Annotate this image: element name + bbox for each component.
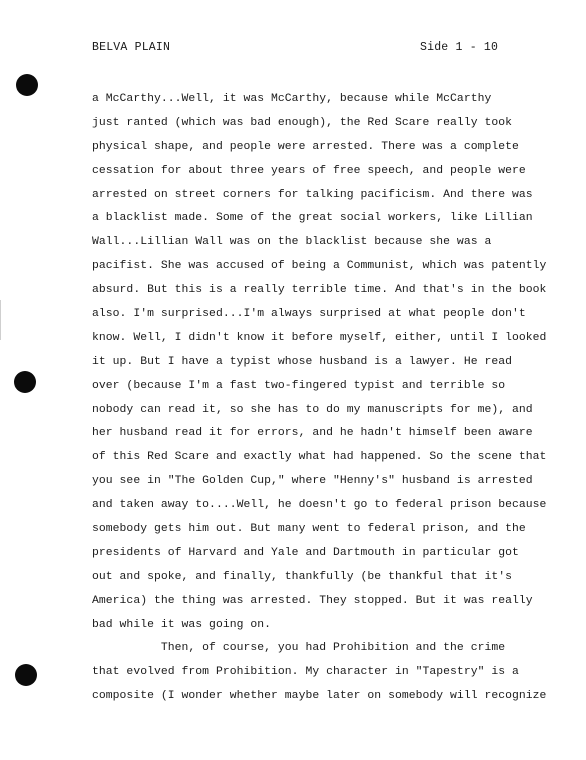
text-line: composite (I wonder whether maybe later on somebody will recognize bbox=[92, 690, 547, 703]
text-line: pacifist. She was accused of being a Communist, which was patently bbox=[92, 260, 547, 273]
text-line: Wall...Lillian Wall was on the blacklist because she was a bbox=[92, 236, 492, 249]
text-line: cessation for about three years of free speech, and people were bbox=[92, 164, 526, 177]
text-line: of this Red Scare and exactly what had happened. So the scene that bbox=[92, 451, 547, 464]
transcript-body bbox=[92, 88, 562, 709]
text-line: bad while it was going on. bbox=[92, 618, 272, 631]
punch-hole-bottom bbox=[15, 664, 37, 686]
text-line: absurd. But this is a really terrible time. And that's in the book bbox=[92, 284, 547, 297]
text-line: a McCarthy...Well, it was McCarthy, because while McCarthy bbox=[92, 93, 492, 105]
text-line: it up. But I have a typist whose husband is a lawyer. He read bbox=[92, 355, 513, 368]
text-line: also. I'm surprised...I'm always surprised at what people don't bbox=[92, 308, 526, 321]
text-line: over (because I'm a fast two-fingered typist and terrible so bbox=[92, 379, 506, 392]
text-line: a blacklist made. Some of the great social workers, like Lillian bbox=[92, 212, 533, 225]
text-line: presidents of Harvard and Yale and Dartmouth in particular got bbox=[92, 546, 519, 559]
text-line: that evolved from Prohibition. My character in "Tapestry" is a bbox=[92, 666, 519, 679]
punch-hole-top bbox=[16, 74, 38, 96]
text-line: somebody gets him out. But many went to federal prison, and the bbox=[92, 523, 526, 536]
scan-edge-mark bbox=[0, 300, 1, 340]
text-line: arrested on street corners for talking pacificism. And there was bbox=[92, 188, 533, 201]
header-author: BELVA PLAIN bbox=[92, 41, 171, 54]
text-line: you see in "The Golden Cup," where "Henny's" husband is arrested bbox=[92, 475, 533, 488]
text-line: know. Well, I didn't know it before myself, either, until I looked bbox=[92, 331, 547, 344]
text-line: just ranted (which was bad enough), the Red Scare really took bbox=[92, 116, 513, 129]
text-line: and taken away to....Well, he doesn't go to federal prison because bbox=[92, 499, 547, 512]
punch-hole-middle bbox=[14, 371, 36, 393]
text-line: nobody can read it, so she has to do my manuscripts for me), and bbox=[92, 403, 533, 416]
text-line: America) the thing was arrested. They stopped. But it was really bbox=[92, 594, 533, 607]
header-page-label: Side 1 - 10 bbox=[420, 41, 499, 54]
text-line: Then, of course, you had Prohibition and the crime bbox=[92, 642, 506, 655]
text-line: her husband read it for errors, and he hadn't himself been aware bbox=[92, 427, 533, 440]
text-line: out and spoke, and finally, thankfully (be thankful that it's bbox=[92, 570, 513, 583]
text-line: physical shape, and people were arrested. There was a complete bbox=[92, 140, 519, 153]
